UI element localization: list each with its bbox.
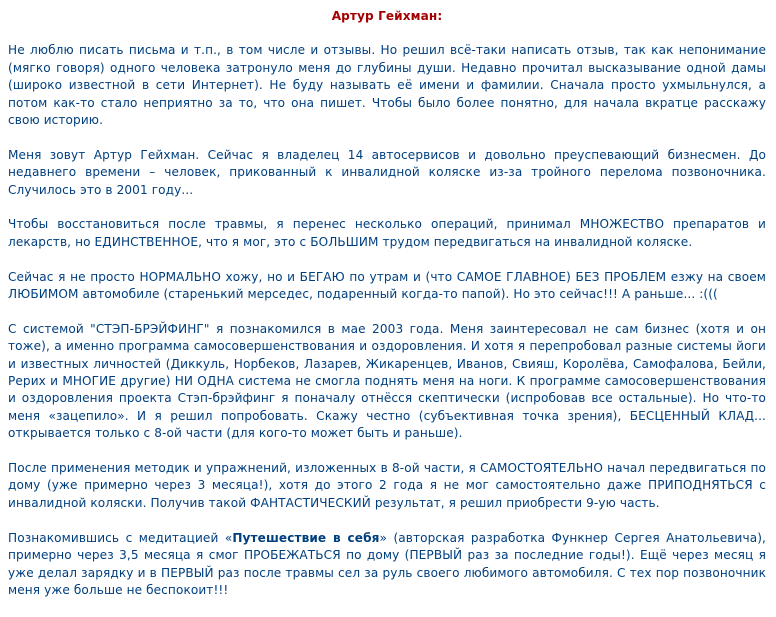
- paragraph-methods: После применения методик и упражнений, изложенных в 8-ой части, я САМОСТОЯТЕЛЬНО начал передвигаться по дому (уже примерно через 3 месяца!), хотя до этого 2 года я не мог самостоятельно даже ПРИПОДНЯТЬСЯ с инвалидной коляски. Получив такой ФАНТАСТИЧЕСКИЙ результат, я решил приобрести 9-ую часть.: [8, 461, 766, 510]
- paragraph-about: Меня зовут Артур Гейхман. Сейчас я владелец 14 автосервисов и довольно преуспевающий бизнесмен. До недавнего времени – человек, прикованный к инвалидной коляске из-за тройного перелома позвоночника. Случилось это в 2001 году...: [8, 147, 766, 197]
- author-title: Артур Гейхман:: [331, 9, 443, 23]
- meditation-text-before: Познакомившись с медитацией «: [8, 530, 233, 545]
- paragraph-now: Сейчас я не просто НОРМАЛЬНО хожу, но и БЕГАЮ по утрам и (что САМОЕ ГЛАВНОЕ) БЕЗ ПРОБЛЕМ езжу на своем ЛЮБИМОМ автомобиле (старенький мерседес, подаренный когда-то папой). Но это сейчас!!! А раньше... :(((: [8, 269, 766, 302]
- review-article: [8, 8, 766, 617]
- paragraph-system: С системой "СТЭП-БРЭЙФИНГ" я познакомился в мае 2003 года. Меня заинтересовал не сам бизнес (хотя и он тоже), а именно программа самосовершенствования и оздоровления. И хотя я перепробовал разные системы йоги и известных личностей (Диккуль, Норбеков, Лазарев, Жикаренцев, Иванов, Свияш, Королёва, Самофалова, Бейли, Рерих и МНОГИЕ другие) НИ ОДНА система не смогла поднять меня на ноги. К программе самосовершенствования и оздоровления проекта Стэп-брэйфинг я поначалу отнёсся скептически (испробовав все остальные). Но что-то меня «зацепило». И я решил попробовать. Скажу честно (субъективная точка зрения), БЕСЦЕННЫЙ КЛАД... открывается только с 8-ой части (для кого-то может быть и раньше).: [8, 321, 766, 441]
- meditation-text-after: » (авторская разработка Функнер Сергея Анатольевича), примерно через 3,5 месяца я смог ПРОБЕЖАТЬСЯ по дому (ПЕРВЫЙ раз за последние годы!). Ещё через месяц я уже делал зарядку и в ПЕРВЫЙ раз после травмы сел за руль своего любимого автомобиля. С тех пор позвоночник меня уже больше не беспокоит!!!: [8, 530, 766, 597]
- paragraph-treatment: Чтобы восстановиться после травмы, я перенес несколько операций, принимал МНОЖЕСТВО препаратов и лекарств, но ЕДИНСТВЕННОЕ, что я мог, это с БОЛЬШИМ трудом передвигаться на инвалидной коляске.: [8, 217, 766, 249]
- paragraph-meditation: [8, 530, 766, 600]
- meditation-title: Путешествие в себя: [232, 530, 380, 545]
- paragraph-intro: Не люблю писать письма и т.п., в том числе и отзывы. Но решил всё-таки написать отзыв, так как непонимание (мягко говоря) одного человека затронуло меня до глубины души. Недавно прочитал высказывание одной дамы (широко известной в сети Интернет). Не буду называть её имени и фамилии. Сначала просто ухмыльнулся, а потом как-то стало неприятно за то, что она пишет. Чтобы было более понятно, для начала вкратце расскажу свою историю.: [8, 43, 766, 128]
